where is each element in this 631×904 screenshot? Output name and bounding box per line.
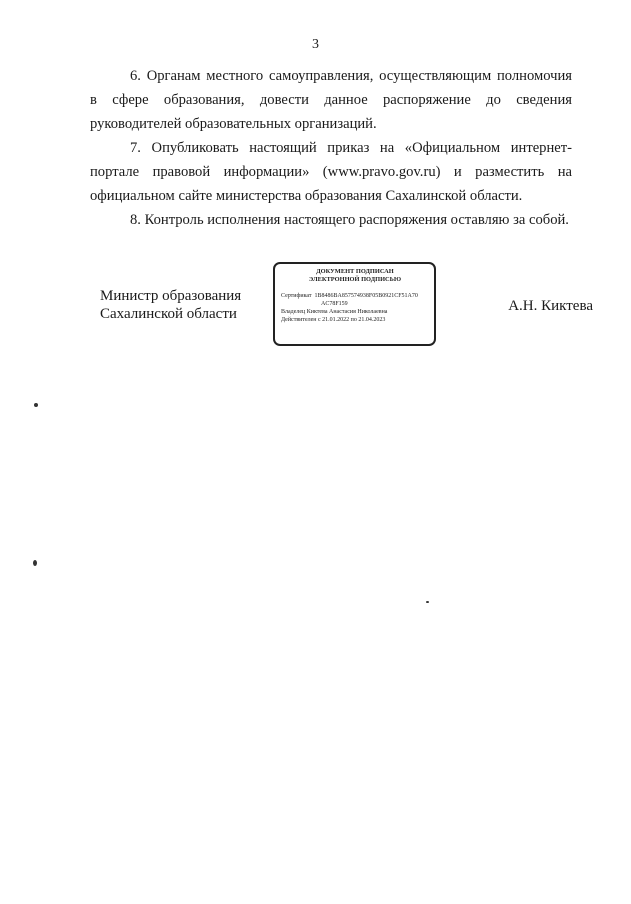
signer-title-line2: Сахалинской области <box>100 306 237 322</box>
stamp-certificate <box>281 292 429 300</box>
stamp-certificate-label: Сертификат <box>281 293 312 299</box>
electronic-signature-stamp <box>273 262 436 346</box>
document-body <box>90 64 572 232</box>
signer-title-line1: Министр образования <box>100 288 242 304</box>
stamp-certificate-value: 1B8486BA857574938F05B0921CF51A70 <box>314 293 418 299</box>
paragraph-6: 6. Органам местного самоуправления, осуществляющим полномочия в сфере образования, довести данное распоряжение до сведения руководителей образовательных организаций. <box>90 68 572 132</box>
scan-speck <box>34 403 38 407</box>
scan-speck <box>426 601 429 603</box>
signer-title <box>100 287 241 323</box>
paragraph-8: 8. Контроль исполнения настоящего распоряжения оставляю за собой. <box>130 212 569 228</box>
stamp-header-line1: ДОКУМЕНТ ПОДПИСАН <box>316 268 394 275</box>
scan-speck <box>33 560 37 566</box>
paragraph-7: 7. Опубликовать настоящий приказ на «Официальном интернет-портале правовой информации» (www.pravo.gov.ru) и разместить на официальном сайте министерства образования Сахалинской области. <box>90 140 572 204</box>
stamp-validity: Действителен с 21.01.2022 по 21.04.2023 <box>281 317 386 323</box>
page-number: 3 <box>312 37 319 52</box>
signer-name: А.Н. Киктева <box>508 298 593 314</box>
stamp-header-line2: ЭЛЕКТРОННОЙ ПОДПИСЬЮ <box>308 276 402 283</box>
stamp-certificate-value-cont: AC78F159 <box>321 301 348 307</box>
stamp-owner: Владелец Киктева Анастасия Николаевна <box>281 309 388 315</box>
